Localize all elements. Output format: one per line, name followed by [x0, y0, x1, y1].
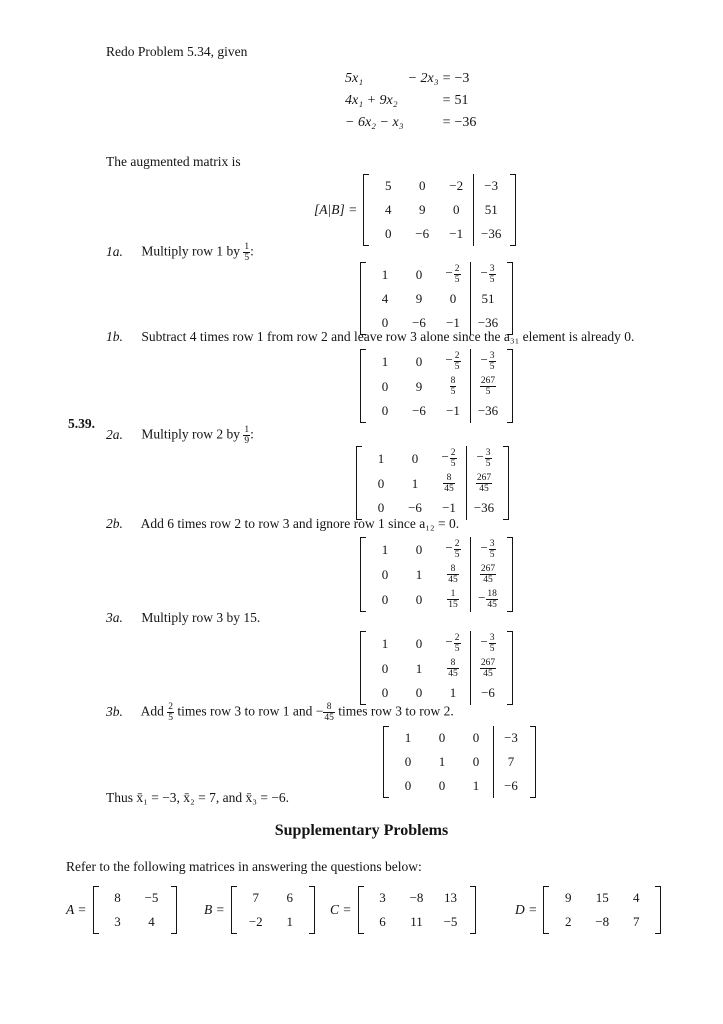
matrix-cell: 1	[472, 778, 480, 793]
matrix-cell: − $\frac{3}{5}$	[471, 349, 506, 374]
matrix-cell: −1	[449, 226, 464, 241]
matrix-cell: −1	[446, 315, 460, 330]
matrix-cell: 0	[384, 226, 392, 241]
step-text: times row 3 to row 1 and −	[177, 703, 324, 719]
matrix-cell: −2	[248, 914, 263, 929]
matrix-grid	[366, 886, 468, 934]
matrix-cell: 4	[148, 914, 155, 929]
matrix-cell: −3	[474, 174, 509, 198]
matrix-label: [A|B] =	[314, 202, 358, 217]
equation-row	[343, 90, 478, 112]
eq-lhs1: 4x₁ + 9x₂	[345, 93, 398, 108]
matrix-row	[368, 287, 505, 311]
matrix-row	[371, 198, 508, 222]
matrix-cell: $\frac{8}{45}$	[448, 564, 458, 585]
matrix-cell: $\frac{1}{15}$	[448, 589, 458, 610]
step-fraction: $\frac{8}{45}$	[324, 702, 334, 723]
matrix-cell: 2	[564, 914, 572, 929]
matrix-cell: −8	[595, 914, 610, 929]
matrix-cell: $\frac{8}{5}$	[450, 376, 456, 397]
matrix-cell: 4	[384, 202, 392, 217]
step-3b	[106, 702, 454, 723]
matrix-cell: 0	[415, 685, 423, 700]
augmented-intro: The augmented matrix is	[106, 154, 241, 169]
matrix-cell: $\frac{267}{45}$	[471, 656, 506, 681]
matrix-cell: −36	[467, 496, 502, 520]
matrix-name: B =	[204, 902, 225, 917]
matrix-cell: 0	[472, 754, 480, 769]
matrix-cell: 0	[404, 754, 412, 769]
matrix-cell: 0	[381, 591, 389, 607]
matrix-cell: − $\frac{3}{5}$	[471, 631, 506, 656]
matrix-cell: 0	[415, 266, 423, 282]
matrix-cell: 1	[404, 730, 412, 745]
matrix-grid	[101, 886, 169, 934]
matrix-row	[101, 910, 169, 934]
matrix-cell: −1	[446, 403, 460, 418]
matrix-cell: − $\frac{3}{5}$	[471, 537, 506, 562]
augmented-matrix	[314, 174, 516, 246]
matrix-cell: 6	[379, 914, 386, 929]
matrix-cell: −6	[415, 226, 430, 241]
matrix-grid	[368, 631, 505, 705]
matrix-cell: 0	[381, 403, 389, 418]
matrix-cell: −36	[474, 222, 509, 246]
matrix-cell: −6	[408, 500, 422, 515]
matrix-row	[391, 750, 528, 774]
matrix-cell: 6	[286, 890, 293, 905]
matrix-cell: −5	[144, 890, 159, 905]
step-text: times row 3 to row 2.	[338, 703, 454, 719]
matrix-cell: − $\frac{3}{5}$	[471, 262, 506, 287]
matrix-cell: 1	[381, 541, 389, 557]
matrix-cell: 0	[381, 566, 389, 582]
matrix-name: A =	[66, 902, 87, 917]
matrix-cell: −5	[443, 914, 458, 929]
matrix-name: D =	[515, 902, 538, 917]
matrix-row	[368, 631, 505, 656]
matrix-cell: − $\frac{2}{5}$	[441, 448, 456, 469]
matrix-row	[366, 910, 468, 934]
step-2a: 2a. Multiply row 2 by $\frac{1}{9}$ :	[106, 425, 254, 446]
eq-lhs2	[406, 90, 441, 112]
matrix-cell: 1	[438, 754, 446, 769]
matrix-step-3a	[360, 631, 513, 705]
matrix-cell: 1	[381, 635, 389, 651]
matrix-cell: $\frac{267}{5}$	[471, 374, 506, 399]
matrix-grid	[551, 886, 653, 934]
step-label: 2b.	[106, 516, 123, 531]
matrix-cell: 4	[632, 890, 640, 905]
matrix-row	[366, 886, 468, 910]
step-text: Add 6 times row 2 to row 3 and ignore row 1 since a₁₂ = 0.	[140, 516, 460, 531]
matrix-grid	[364, 446, 501, 520]
matrix-row	[239, 886, 307, 910]
step-label: 2a.	[106, 426, 123, 442]
matrix-row	[368, 374, 505, 399]
matrix-grid	[368, 537, 505, 612]
matrix-step-3b	[383, 726, 536, 798]
matrix-cell: 9	[415, 291, 423, 306]
matrix-row	[368, 537, 505, 562]
matrix-cell: −3	[494, 726, 529, 750]
matrix-cell: −2	[449, 178, 464, 193]
matrix-row	[371, 174, 508, 198]
matrix-row	[551, 910, 653, 934]
step-text: Multiply row 2 by	[141, 426, 241, 442]
matrix-grid	[239, 886, 307, 934]
equation-row	[343, 68, 478, 90]
matrix-row	[364, 471, 501, 496]
eq-lhs2	[406, 112, 441, 134]
matrix-row	[368, 349, 505, 374]
matrix-cell: 9	[564, 890, 572, 905]
eq-sign: =	[442, 93, 451, 108]
matrix-A	[66, 886, 177, 934]
matrix-cell: 0	[377, 500, 385, 515]
matrix-row	[368, 399, 505, 423]
matrix-cell: 0	[449, 291, 457, 306]
step-fraction: $\frac{2}{5}$	[168, 702, 174, 723]
matrix-cell: 0	[381, 660, 389, 676]
matrix-cell: 11	[410, 914, 423, 929]
section-heading: Supplementary Problems	[274, 822, 449, 839]
matrix-cell: −6	[412, 403, 426, 418]
matrix-cell: −36	[471, 311, 506, 335]
matrix-step-2b	[360, 537, 513, 612]
eq-sign: =	[442, 71, 451, 86]
matrix-cell: − $\frac{2}{5}$	[445, 351, 460, 372]
eq-lhs1: − 6x₂ − x₃	[345, 115, 404, 130]
matrix-cell: − $\frac{2}{5}$	[445, 264, 460, 285]
matrix-cell: 3	[114, 914, 121, 929]
matrix-cell: 3	[379, 890, 386, 905]
matrix-cell: 9	[415, 378, 423, 394]
matrix-cell: 51	[471, 287, 506, 311]
step-1a: 1a. Multiply row 1 by $\frac{1}{5}$ :	[106, 242, 254, 263]
matrix-cell: 9	[418, 202, 426, 217]
matrix-row	[368, 562, 505, 587]
matrix-step-1a	[360, 262, 513, 335]
matrix-cell: 13	[444, 890, 457, 905]
matrix-cell: 0	[472, 730, 480, 745]
eq-lhs1: 5x₁	[345, 71, 364, 86]
matrix-cell: 0	[418, 178, 426, 193]
matrix-cell: 0	[452, 202, 460, 217]
step-fraction: $\frac{1}{9}$	[244, 425, 250, 446]
matrix-cell: 7	[632, 914, 640, 929]
eq-lhs2: − 2x₃	[407, 71, 439, 86]
matrix-grid	[371, 174, 508, 246]
matrix-cell: −6	[471, 681, 506, 705]
eq-rhs: −3	[454, 71, 470, 86]
matrix-cell: 0	[415, 591, 423, 607]
matrix-cell: 0	[415, 541, 423, 557]
matrix-cell: 8	[114, 890, 121, 905]
matrix-grid	[368, 262, 505, 335]
eq-sign: =	[442, 115, 451, 130]
step-text: Multiply row 3 by 15.	[141, 610, 261, 625]
step-label: 3a.	[106, 610, 123, 625]
matrix-row	[239, 910, 307, 934]
matrix-cell: 5	[384, 178, 392, 193]
matrix-cell: −1	[442, 500, 456, 515]
matrix-row	[391, 774, 528, 798]
matrix-step-1b	[360, 349, 513, 423]
matrix-cell: 0	[381, 315, 389, 330]
matrix-cell: −36	[471, 399, 506, 423]
matrix-cell: 7	[252, 890, 259, 905]
matrix-cell: 1	[381, 266, 389, 282]
step-3a	[106, 610, 260, 626]
matrix-cell: 1	[415, 660, 423, 676]
matrix-row	[368, 656, 505, 681]
matrix-cell: 0	[438, 778, 446, 793]
step-text: Multiply row 1 by	[141, 243, 241, 259]
step-fraction: $\frac{1}{5}$	[244, 242, 250, 263]
matrix-cell: 15	[595, 890, 609, 905]
equation-row	[343, 112, 478, 134]
matrix-cell: 0	[411, 450, 419, 466]
matrix-cell: $\frac{8}{45}$	[444, 473, 454, 494]
matrix-cell: $\frac{8}{45}$	[448, 658, 458, 679]
eq-rhs: 51	[454, 93, 469, 108]
matrix-B	[204, 886, 315, 934]
matrix-grid	[368, 349, 505, 423]
matrix-D	[515, 886, 661, 934]
matrix-cell: 0	[415, 353, 423, 369]
matrix-row	[101, 886, 169, 910]
matrix-name: C =	[330, 902, 352, 917]
matrix-step-2a	[356, 446, 509, 520]
problem-number: 5.39.	[68, 416, 95, 431]
intro-text: Redo Problem 5.34, given	[106, 44, 248, 59]
matrix-cell: 0	[381, 685, 389, 700]
matrix-cell: 0	[404, 778, 412, 793]
matrix-row	[371, 222, 508, 246]
matrix-cell: 1	[449, 685, 457, 700]
matrix-cell: − $\frac{3}{5}$	[467, 446, 502, 471]
matrix-cell: 0	[438, 730, 446, 745]
matrix-cell: 0	[377, 475, 385, 491]
matrix-row	[391, 726, 528, 750]
matrix-row	[551, 886, 653, 910]
matrix-cell: −6	[494, 774, 529, 798]
conclusion: Thus x̄₁ = −3, x̄₂ = 7, and x̄₃ = −6.	[106, 790, 290, 805]
matrix-row	[364, 446, 501, 471]
matrix-cell: 1	[286, 914, 293, 929]
step-text: Add	[140, 703, 164, 719]
matrix-cell: $\frac{267}{45}$	[467, 471, 502, 496]
matrix-cell: 7	[494, 750, 529, 774]
supplementary-intro: Refer to the following matrices in answering the questions below:	[66, 859, 422, 874]
matrix-row	[368, 262, 505, 287]
matrix-cell: − $\frac{2}{5}$	[445, 539, 460, 560]
matrix-grid	[391, 726, 528, 798]
step-1b	[106, 329, 634, 345]
matrix-cell: 0	[415, 635, 423, 651]
step-label: 1b.	[106, 329, 123, 344]
matrix-cell: − $\frac{18}{45}$	[471, 587, 506, 612]
matrix-cell: −8	[409, 890, 424, 905]
matrix-cell: 1	[381, 353, 389, 369]
matrix-row	[368, 587, 505, 612]
matrix-cell: 51	[474, 198, 509, 222]
matrix-cell: − $\frac{2}{5}$	[445, 633, 460, 654]
matrix-cell: 4	[381, 291, 389, 306]
matrix-cell: 1	[411, 475, 419, 491]
matrix-cell: 0	[381, 378, 389, 394]
step-2b	[106, 516, 459, 532]
matrix-cell: 1	[415, 566, 423, 582]
matrix-C	[330, 886, 476, 934]
step-text: Subtract 4 times row 1 from row 2 and leave row 3 alone since the a₃₁ element is already 0.	[141, 329, 635, 344]
equation-system	[343, 68, 478, 134]
matrix-cell: −6	[412, 315, 426, 330]
matrix-cell: 1	[377, 450, 385, 466]
matrix-cell: $\frac{267}{45}$	[471, 562, 506, 587]
step-label: 3b.	[106, 703, 123, 719]
eq-rhs: −36	[454, 115, 477, 130]
step-label: 1a.	[106, 243, 123, 259]
